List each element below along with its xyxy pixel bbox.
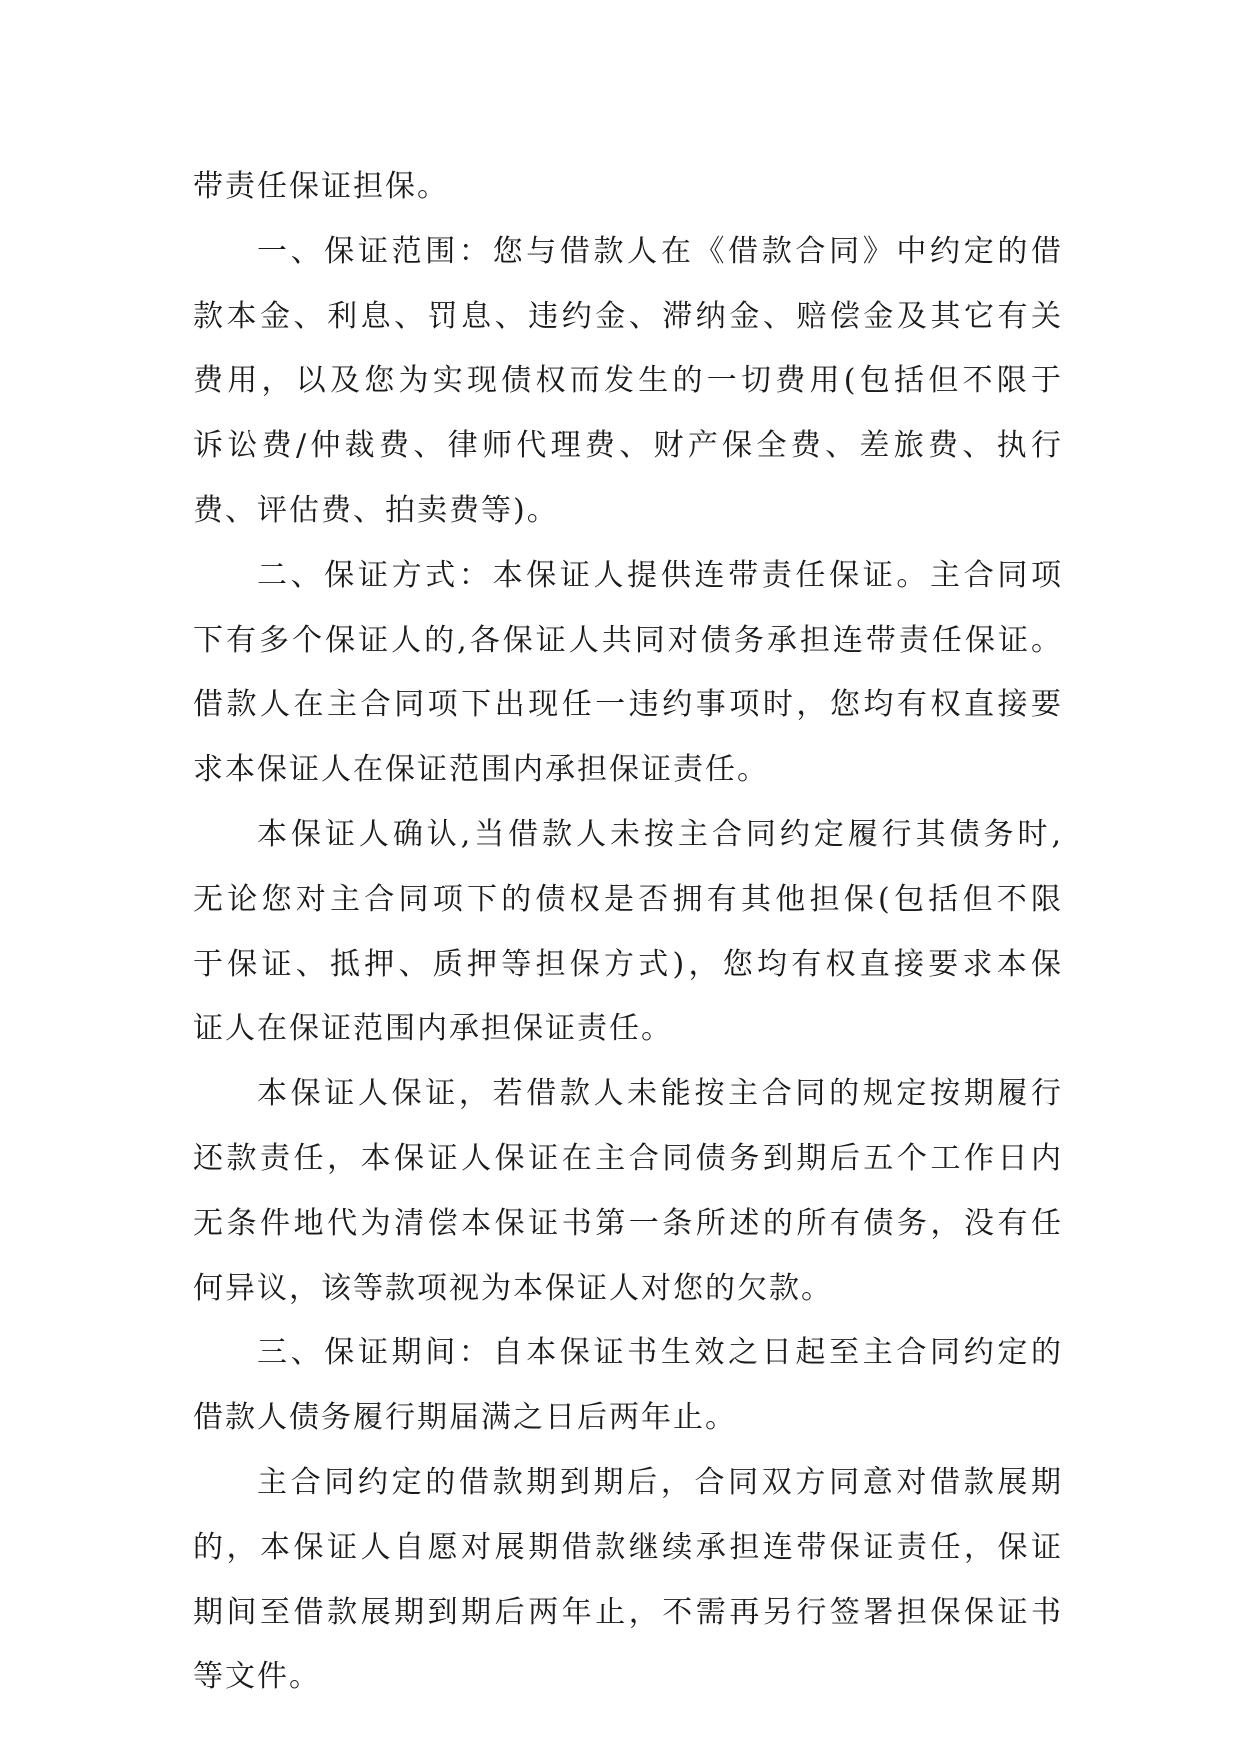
text-line: 证人在保证范围内承担保证责任。 xyxy=(193,1011,673,1047)
text-line: 无论您对主合同项下的债权是否拥有其他担保(包括但不限 xyxy=(193,881,1063,917)
text-line: 于保证、抵押、质押等担保方式)，您均有权直接要求本保 xyxy=(193,946,1063,982)
text-line: 无条件地代为清偿本保证书第一条所述的所有债务，没有任 xyxy=(193,1205,1063,1241)
text-line: 借款人在主合同项下出现任一违约事项时，您均有权直接要 xyxy=(193,687,1063,723)
text-line: 求本保证人在保证范围内承担保证责任。 xyxy=(193,752,769,788)
text-line: 下有多个保证人的,各保证人共同对债务承担连带责任保证。 xyxy=(193,622,1063,658)
text-line: 二、保证方式：本保证人提供连带责任保证。主合同项 xyxy=(257,557,1063,593)
text-line: 借款人债务履行期届满之日后两年止。 xyxy=(193,1400,737,1436)
text-line: 主合同约定的借款期到期后，合同双方同意对借款展期 xyxy=(257,1464,1063,1500)
text-line: 何异议，该等款项视为本保证人对您的欠款。 xyxy=(193,1270,833,1306)
text-line: 带责任保证担保。 xyxy=(193,169,449,204)
text-line: 费、评估费、拍卖费等)。 xyxy=(193,492,559,528)
text-line: 还款责任，本保证人保证在主合同债务到期后五个工作日内 xyxy=(193,1140,1063,1176)
text-line: 款本金、利息、罚息、违约金、滞纳金、赔偿金及其它有关 xyxy=(193,298,1063,334)
text-line: 费用，以及您为实现债权而发生的一切费用(包括但不限于 xyxy=(193,363,1063,399)
text-line: 的，本保证人自愿对展期借款继续承担连带保证责任，保证 xyxy=(193,1529,1063,1565)
text-line: 三、保证期间：自本保证书生效之日起至主合同约定的 xyxy=(257,1335,1063,1371)
text-line: 一、保证范围：您与借款人在《借款合同》中约定的借 xyxy=(257,233,1063,269)
text-line: 诉讼费/仲裁费、律师代理费、财产保全费、差旅费、执行 xyxy=(193,428,1063,464)
document-body xyxy=(193,155,1063,1710)
text-line: 本保证人确认,当借款人未按主合同约定履行其债务时, xyxy=(257,816,1063,852)
text-line: 期间至借款展期到期后两年止，不需再另行签署担保保证书 xyxy=(193,1594,1063,1630)
text-line: 等文件。 xyxy=(193,1659,321,1695)
text-line: 本保证人保证，若借款人未能按主合同的规定按期履行 xyxy=(257,1076,1063,1112)
